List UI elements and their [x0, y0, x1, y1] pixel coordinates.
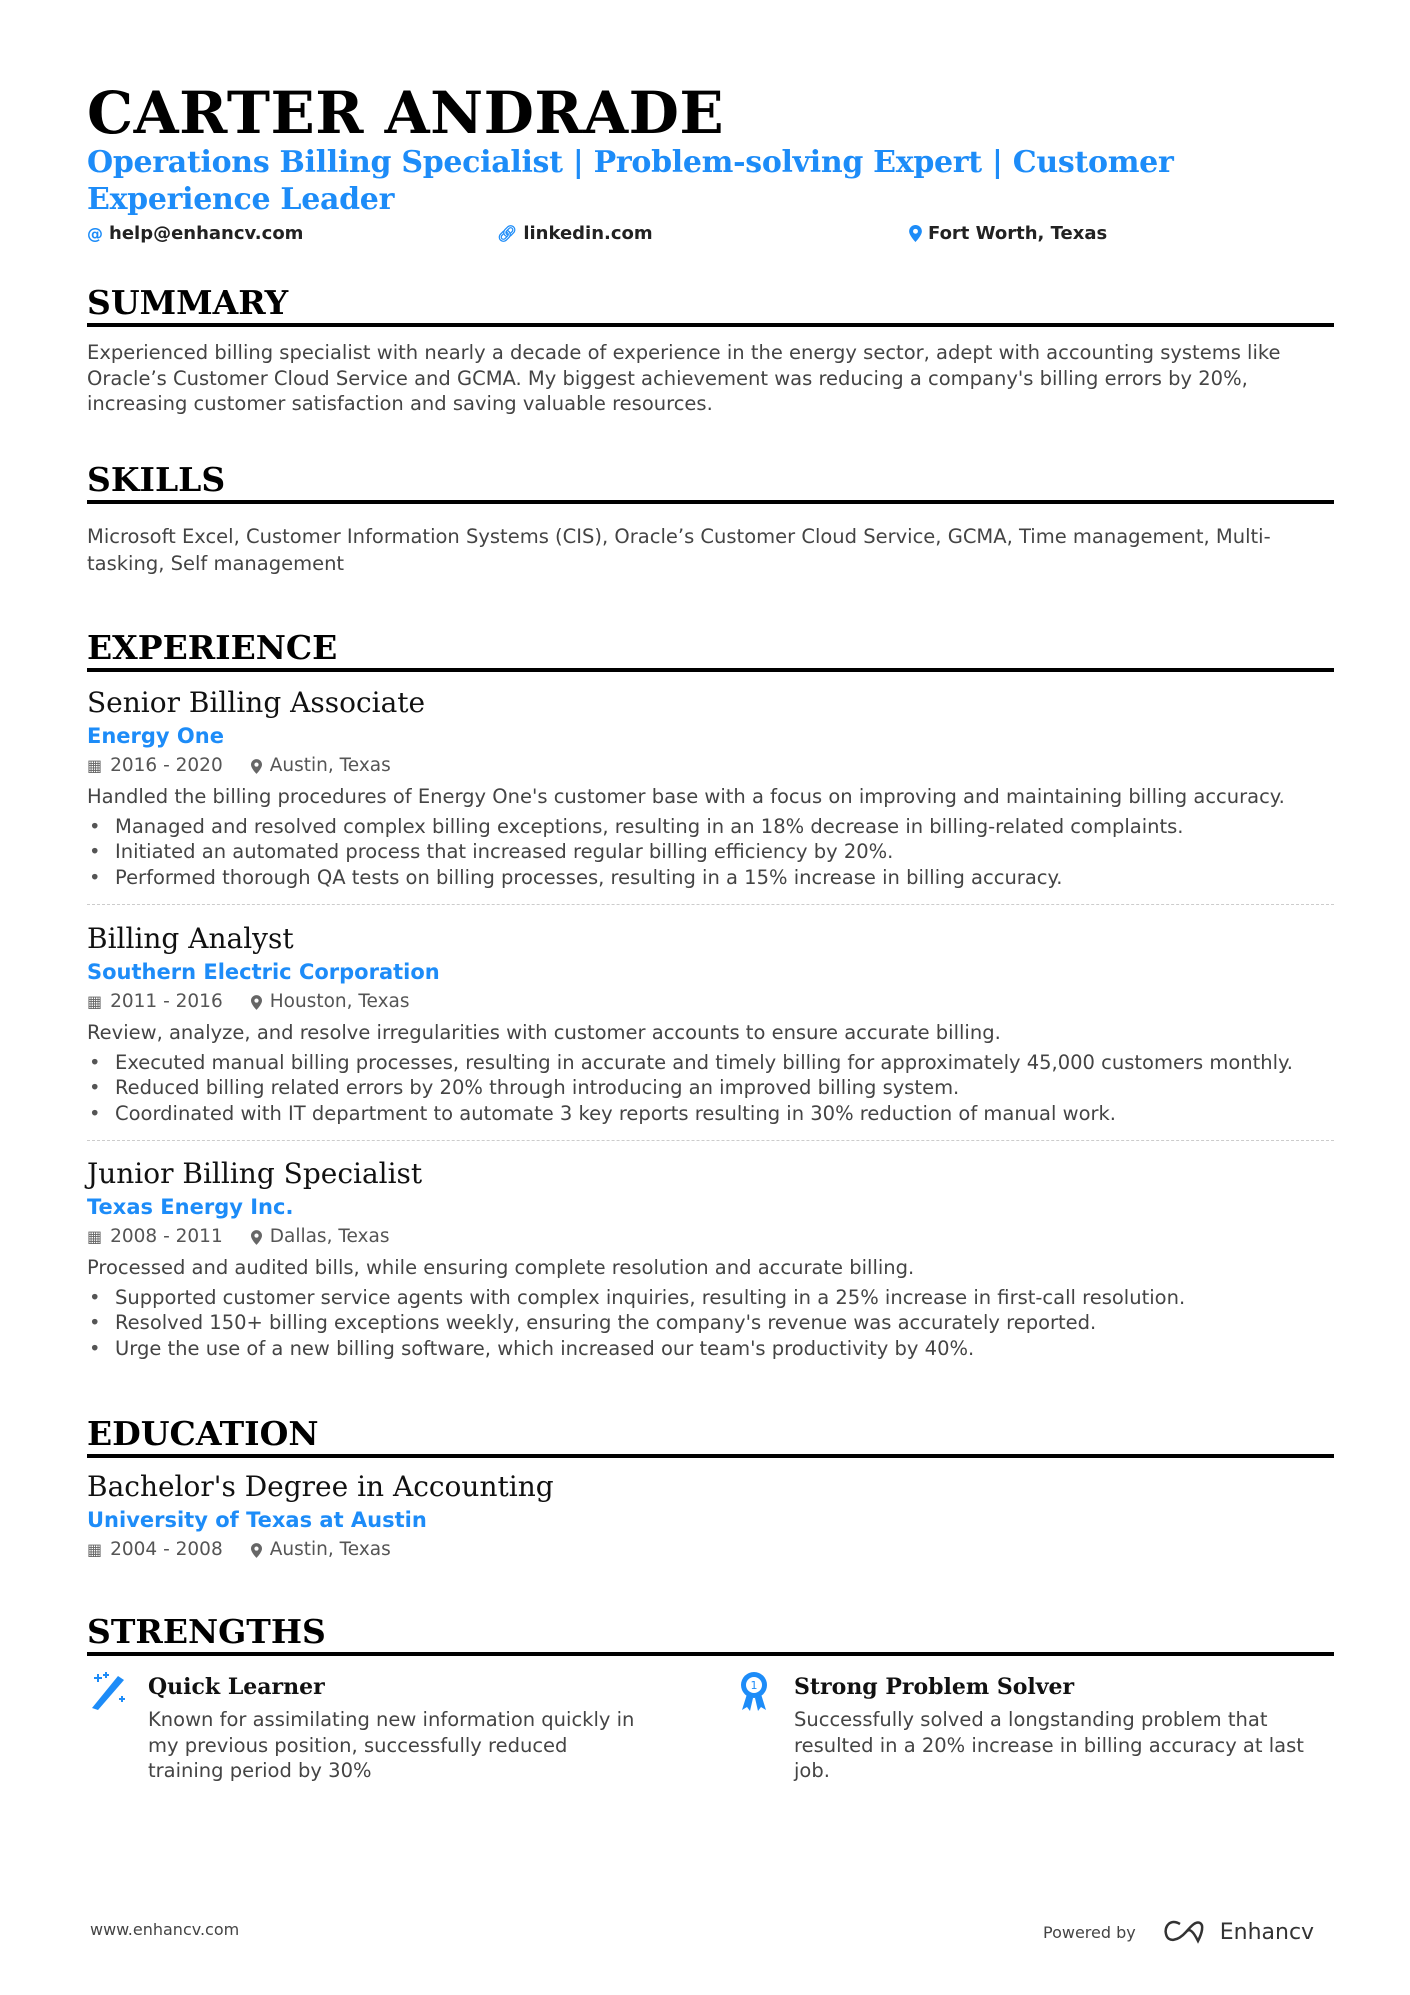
job-description: Processed and audited bills, while ensuring complete resolution and accurate billing.	[87, 1256, 915, 1279]
bullet-item: • Coordinated with IT department to automate 3 key reports resulting in 30% reduction of manual work.	[87, 1101, 1334, 1127]
job-title: Junior Billing Specialist	[87, 1157, 423, 1190]
education-entry	[87, 1469, 1334, 1565]
job-bullets	[87, 1050, 1334, 1127]
at-icon: @	[87, 224, 103, 243]
job-location: Austin, Texas	[269, 755, 391, 776]
bullet-item: • Managed and resolved complex billing exceptions, resulting in an 18% decrease in billing-related complaints.	[87, 814, 1334, 840]
contact-row	[87, 223, 1334, 249]
brand-name: Enhancv	[1219, 1919, 1315, 1945]
location-pin-icon	[251, 995, 262, 1010]
job-title: Billing Analyst	[87, 922, 294, 955]
job-dates: 2016 - 2020	[110, 755, 223, 776]
job-meta	[87, 1222, 1334, 1252]
strength-item	[88, 1670, 648, 1784]
award-ribbon-icon	[737, 1670, 771, 1714]
location-pin-icon	[909, 225, 922, 242]
company-name: Texas Energy Inc.	[87, 1195, 294, 1219]
strength-text: Successfully solved a longstanding problem that resulted in a 20% increase in billing accuracy at last job.	[794, 1708, 1304, 1783]
school: University of Texas at Austin	[87, 1508, 427, 1532]
bullet-item: • Supported customer service agents with complex inquiries, resulting in a 25% increase in first-call resolution.	[87, 1285, 1334, 1311]
location-pin-icon	[251, 1230, 262, 1245]
link-icon: 🔗︎	[497, 224, 518, 243]
job-bullets	[87, 1285, 1334, 1362]
bullet-item: • Executed manual billing processes, resulting in accurate and timely billing for approximately 45,000 customers monthly.	[87, 1050, 1334, 1076]
email-text: help@enhancv.com	[109, 223, 304, 244]
job-dates: 2008 - 2011	[110, 1226, 223, 1247]
location-pin-icon	[251, 1543, 262, 1558]
calendar-icon: ▦	[87, 1540, 103, 1559]
contact-linkedin[interactable]	[497, 223, 653, 244]
strengths-heading: STRENGTHS	[87, 1612, 1334, 1656]
magic-wand-icon	[88, 1670, 128, 1714]
job-dates: 2011 - 2016	[110, 991, 223, 1012]
strength-item	[734, 1670, 1334, 1784]
job-description: Handled the billing procedures of Energy One's customer base with a focus on improving and maintaining billing accuracy.	[87, 785, 1285, 808]
summary-text: Experienced billing specialist with nearly a decade of experience in the energy sector, adept with accounting systems like Oracle’s Customer Cloud Service and GCMA. My biggest achievement was reducing a company's billing errors by 20%, increasing customer satisfaction and saving valuable resources.	[87, 341, 1281, 416]
education-heading: EDUCATION	[87, 1414, 1334, 1458]
divider	[87, 904, 1334, 905]
calendar-icon: ▦	[87, 1227, 103, 1246]
summary-heading: SUMMARY	[87, 283, 1334, 327]
svg-text:1: 1	[750, 1679, 758, 1692]
enhancv-logo-icon	[1162, 1919, 1210, 1945]
contact-location	[909, 223, 1107, 244]
skills-text: Microsoft Excel, Customer Information Systems (CIS), Oracle’s Customer Cloud Service, GCMA, Time management, Multi-tasking, Self management	[87, 525, 1271, 575]
calendar-icon: ▦	[87, 756, 103, 775]
company-name: Southern Electric Corporation	[87, 960, 440, 984]
location-pin-icon	[251, 759, 262, 774]
footer-branding	[1043, 1919, 1314, 1945]
footer-website[interactable]: www.enhancv.com	[90, 1920, 240, 1939]
linkedin-text: linkedin.com	[523, 223, 653, 244]
company-name: Energy One	[87, 724, 224, 748]
strength-title: Quick Learner	[148, 1674, 325, 1700]
bullet-item: • Urge the use of a new billing software, which increased our team's productivity by 40%.	[87, 1336, 1334, 1362]
contact-email[interactable]	[87, 223, 303, 244]
strength-text: Known for assimilating new information quickly in my previous position, successfully reduced training period by 30%	[148, 1708, 635, 1783]
experience-heading: EXPERIENCE	[87, 628, 1334, 672]
headline: Operations Billing Specialist | Problem-solving Expert | Customer Experience Leader	[87, 145, 1174, 217]
education-dates: 2004 - 2008	[110, 1539, 223, 1560]
job-entry	[87, 685, 1334, 905]
calendar-icon: ▦	[87, 992, 103, 1011]
strength-title: Strong Problem Solver	[794, 1674, 1075, 1700]
job-location: Houston, Texas	[269, 991, 410, 1012]
bullet-item: • Reduced billing related errors by 20% through introducing an improved billing system.	[87, 1075, 1334, 1101]
powered-by: Powered by	[1043, 1922, 1136, 1942]
bullet-item: • Performed thorough QA tests on billing processes, resulting in a 15% increase in billing accuracy.	[87, 865, 1334, 891]
divider	[87, 1140, 1334, 1141]
job-meta	[87, 987, 1334, 1017]
job-meta	[87, 751, 1334, 781]
candidate-name: CARTER ANDRADE	[87, 79, 725, 147]
location-text: Fort Worth, Texas	[928, 223, 1108, 244]
job-bullets	[87, 814, 1334, 891]
education-location: Austin, Texas	[269, 1539, 391, 1560]
degree: Bachelor's Degree in Accounting	[87, 1470, 554, 1503]
bullet-item: • Resolved 150+ billing exceptions weekly, ensuring the company's revenue was accurately reported.	[87, 1310, 1334, 1336]
job-title: Senior Billing Associate	[87, 686, 426, 719]
job-location: Dallas, Texas	[269, 1226, 390, 1247]
job-entry	[87, 921, 1334, 1141]
job-entry	[87, 1156, 1334, 1361]
education-meta	[87, 1535, 1334, 1565]
job-description: Review, analyze, and resolve irregularities with customer accounts to ensure accurate billing.	[87, 1021, 1001, 1044]
bullet-item: • Initiated an automated process that increased regular billing efficiency by 20%.	[87, 839, 1334, 865]
skills-heading: SKILLS	[87, 460, 1334, 504]
